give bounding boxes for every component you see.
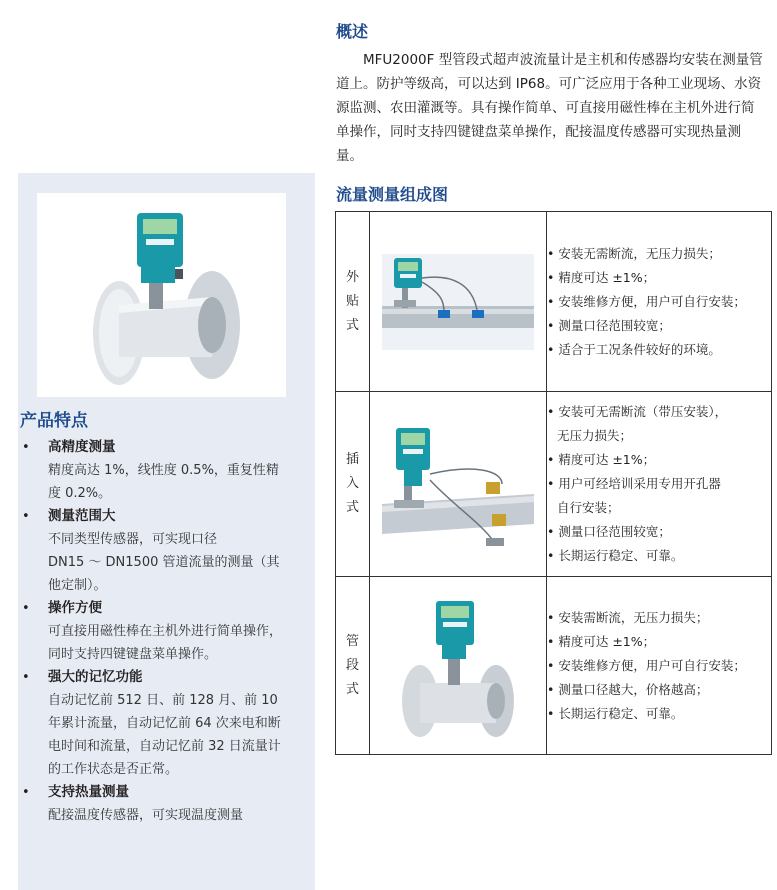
list-item: [22, 781, 307, 827]
table-row-spool: [336, 577, 772, 755]
feature-desc: 自动记忆前 512 日、前 128 月、前 10: [48, 693, 278, 708]
feature-desc: 精度高达 1%，线性度 0.5%，重复性精: [48, 463, 279, 478]
feature-line: • 安装可无需断流（带压安装），: [547, 404, 728, 419]
insertion-meter-illustration: [382, 414, 534, 554]
overview-heading: 概述: [336, 22, 369, 41]
insertion-features: [547, 392, 772, 577]
clamp-on-meter-illustration: [382, 254, 534, 350]
list-item: [22, 666, 307, 781]
feature-line: • 精度可达 ±1%；: [547, 633, 656, 649]
feature-line: • 精度可达 ±1%；: [547, 452, 656, 467]
type-char: 外: [345, 269, 359, 285]
composition-table: [335, 211, 772, 755]
bullet-icon: •: [22, 785, 30, 800]
feature-title: 测量范围大: [48, 508, 116, 524]
feature-line: 自行安装；: [557, 500, 620, 515]
overview-text: MFU2000F 型管段式超声波流量计是主机和传感器均安装在测量管道上。防护等级高，可以达到 IP68。可广泛应用于各种工业现场、水资源监测、农田灌溉等。具有操作简单、可直接用磁性棒在主机外进行简单操作，同时支持四键键盘菜单操作，配接温度传感器可实现热量测量。: [336, 52, 763, 164]
feature-desc: 度 0.2%。: [48, 486, 112, 501]
type-char: 段: [345, 657, 359, 673]
type-cell-clamp-on: [336, 212, 370, 392]
feature-desc: DN15 ～ DN1500 管道流量的测量（其: [48, 555, 280, 570]
feature-desc: 年累计流量，自动记忆前 64 次来电和断: [48, 716, 281, 731]
type-char: 式: [345, 500, 359, 515]
feature-line: • 安装维修方便，用户可自行安装；: [547, 293, 746, 309]
spool-image-cell: [370, 577, 547, 755]
list-item: [22, 597, 307, 666]
insertion-image-cell: [370, 392, 547, 577]
feature-desc: 不同类型传感器，可实现口径: [48, 532, 218, 547]
feature-line: • 用户可经培训采用专用开孔器: [547, 476, 721, 491]
feature-line: • 安装维修方便，用户可自行安装；: [547, 657, 746, 673]
table-row-clamp-on: [336, 212, 772, 392]
clamp-on-features: [547, 212, 772, 392]
feature-line: • 安装无需断流，无压力损失；: [547, 245, 721, 261]
feature-line: • 测量口径范围较宽；: [547, 524, 671, 539]
spool-features: [547, 577, 772, 755]
product-photo: [37, 193, 286, 397]
feature-line: 无压力损失；: [557, 428, 633, 443]
feature-title: 支持热量测量: [48, 784, 129, 800]
spool-flowmeter-photo: [37, 193, 286, 397]
bullet-icon: •: [22, 509, 30, 524]
diagram-heading: 流量测量组成图: [336, 185, 449, 204]
clamp-on-image-cell: [370, 212, 547, 392]
feature-line: • 安装需断流，无压力损失；: [547, 609, 709, 625]
table-row-insertion: [336, 392, 772, 577]
feature-line: • 长期运行稳定、可靠。: [547, 548, 684, 563]
list-item: [22, 505, 307, 597]
feature-desc: 配接温度传感器，可实现温度测量: [48, 808, 244, 823]
feature-line: • 长期运行稳定、可靠。: [547, 705, 684, 721]
type-cell-spool: [336, 577, 370, 755]
bullet-icon: •: [22, 601, 30, 616]
feature-line: • 测量口径越大，价格越高；: [547, 681, 709, 697]
list-item: [22, 436, 307, 505]
features-heading: 产品特点: [20, 411, 88, 431]
type-char: 式: [345, 317, 359, 333]
bullet-icon: •: [22, 670, 30, 685]
feature-title: 操作方便: [48, 600, 102, 616]
feature-desc: 他定制）。: [48, 578, 107, 593]
bullet-icon: •: [22, 440, 30, 455]
type-char: 插: [345, 452, 359, 467]
spool-meter-illustration: [398, 591, 518, 741]
type-char: 管: [345, 633, 359, 649]
type-char: 式: [345, 681, 359, 697]
type-char: 贴: [345, 293, 359, 309]
feature-desc: 电时间和流量，自动记忆前 32 日流量计: [48, 739, 281, 754]
feature-title: 强大的记忆功能: [48, 669, 143, 685]
feature-line: • 精度可达 ±1%；: [547, 269, 656, 285]
type-char: 入: [345, 476, 359, 491]
feature-title: 高精度测量: [48, 439, 116, 455]
feature-desc: 可直接用磁性棒在主机外进行简单操作，: [48, 624, 283, 639]
feature-line: • 适合于工况条件较好的环境。: [547, 341, 721, 357]
feature-line: • 测量口径范围较宽；: [547, 317, 671, 333]
feature-desc: 同时支持四键键盘菜单操作。: [48, 647, 218, 662]
features-list: [22, 436, 307, 827]
feature-desc: 的工作状态是否正常。: [48, 762, 179, 777]
type-cell-insertion: [336, 392, 370, 577]
